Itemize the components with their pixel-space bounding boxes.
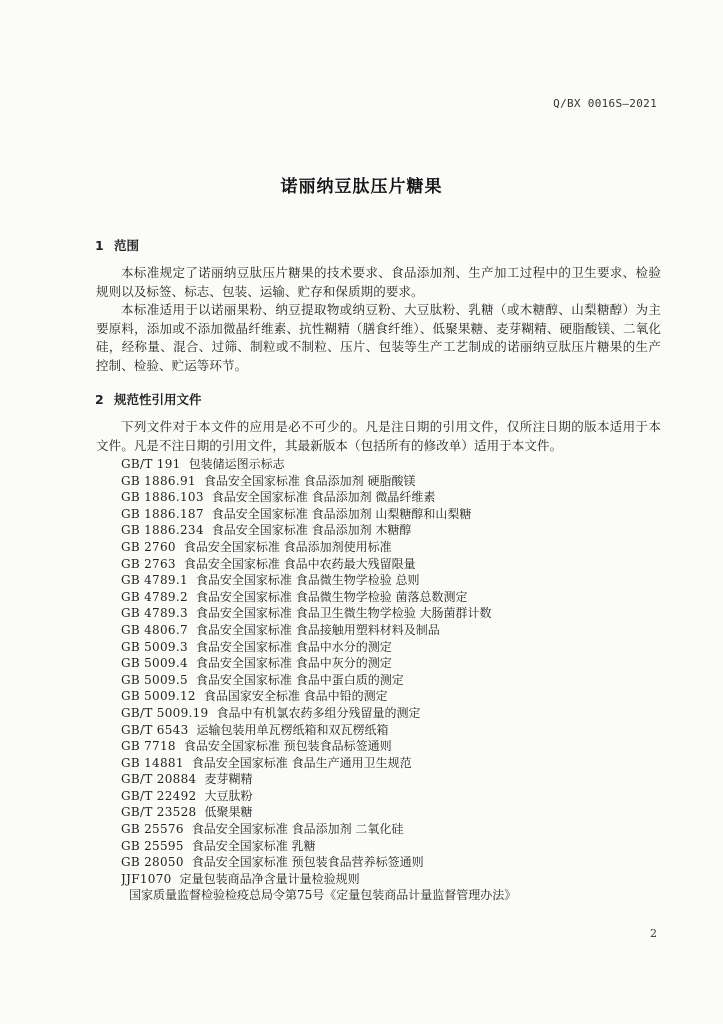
- reference-title: 食品安全国家标准 食品添加剂 木糖醇: [211, 523, 412, 538]
- document-title: 诺丽纳豆肽压片糖果: [280, 177, 443, 197]
- reference-title: 食品安全国家标准 食品微生物学检验 总则: [195, 573, 420, 588]
- reference-item: [121, 589, 681, 606]
- reference-code: GB 25576: [121, 822, 184, 837]
- reference-title: 食品安全国家标准 食品中农药最大残留限量: [183, 556, 416, 571]
- reference-item: [121, 655, 681, 672]
- reference-code: GB 4806.7: [121, 622, 188, 637]
- section-heading-scope: [95, 236, 139, 254]
- reference-item: [121, 854, 681, 871]
- reference-item: [121, 821, 681, 838]
- reference-title: 低聚果糖: [204, 805, 253, 820]
- section-title: 规范性引用文件: [114, 392, 202, 407]
- scope-paragraph-1: 本标准规定了诺丽纳豆肽压片糖果的技术要求、食品添加剂、生产加工过程中的卫生要求、检验规则以及标签、标志、包装、运输、贮存和保质期的要求。: [96, 265, 661, 299]
- reference-title: 国家质量监督检验检疫总局令第75号《定量包装商品计量监督管理办法》: [129, 888, 517, 903]
- reference-code: GB 14881: [121, 755, 184, 770]
- reference-code: GB 2760: [121, 539, 176, 554]
- reference-title: 食品中有机氯农药多组分残留量的测定: [216, 705, 421, 720]
- reference-item: [121, 572, 681, 589]
- reference-code: GB 2763: [121, 556, 176, 571]
- section-number: 1: [95, 238, 104, 253]
- scope-paragraph-2: 本标准适用于以诺丽果粉、纳豆提取物或纳豆粉、大豆肽粉、乳糖（或木糖醇、山梨糖醇）为主要原料，添加或不添加微晶纤维素、抗性糊精（膳食纤维）、低聚果糖、麦芽糊精、硬脂酸镁、二氧化硅，经称量、混合、过筛、制粒或不制粒、压片、包装等生产工艺制成的诺丽纳豆肽压片糖果的生产控制、检验、贮运等环节。: [96, 302, 661, 373]
- reference-title: 食品安全国家标准 食品微生物学检验 菌落总数测定: [195, 589, 468, 604]
- reference-item: [121, 456, 681, 473]
- reference-item: [121, 887, 681, 904]
- reference-item: [121, 804, 681, 821]
- reference-title: 食品安全国家标准 食品中灰分的测定: [195, 656, 392, 671]
- reference-title: 食品安全国家标准 预包装食品营养标签通则: [191, 855, 424, 870]
- reference-code: GB 28050: [121, 855, 184, 870]
- reference-item: [121, 705, 681, 722]
- reference-item: [121, 522, 681, 539]
- reference-item: [121, 722, 681, 739]
- reference-code: GB 5009.3: [121, 639, 188, 654]
- reference-title: 麦芽糊精: [204, 772, 253, 787]
- reference-code: GB 1886.234: [121, 523, 204, 538]
- reference-code: GB 4789.1: [121, 573, 188, 588]
- reference-code: GB 7718: [121, 739, 176, 754]
- standard-code: Q/BX 0016S—2021: [553, 97, 657, 110]
- reference-title: 食品安全国家标准 食品添加剂使用标准: [183, 539, 392, 554]
- section-number: 2: [95, 392, 104, 407]
- references-intro-paragraph: 下列文件对于本文件的应用是必不可少的。凡是注日期的引用文件，仅所注日期的版本适用于本文件。凡是不注日期的引用文件，其最新版本（包括所有的修改单）适用于本文件。: [96, 419, 661, 453]
- reference-item: [121, 473, 681, 490]
- reference-code: GB 4789.3: [121, 606, 188, 621]
- reference-title: 食品安全国家标准 食品卫生微生物学检验 大肠菌群计数: [195, 606, 492, 621]
- reference-code: GB 1886.187: [121, 506, 204, 521]
- reference-code: GB/T 23528: [121, 805, 197, 820]
- reference-title: 定量包装商品净含量计量检验规则: [179, 871, 360, 886]
- reference-code: GB 5009.5: [121, 672, 188, 687]
- reference-item: [121, 506, 681, 523]
- reference-title: 食品安全国家标准 食品生产通用卫生规范: [191, 755, 412, 770]
- reference-item: [121, 688, 681, 705]
- reference-title: 运输包装用单瓦楞纸箱和双瓦楞纸箱: [196, 722, 389, 737]
- reference-title: 包装储运图示标志: [188, 457, 285, 471]
- reference-list: [121, 456, 681, 904]
- reference-code: GB 1886.91: [121, 473, 196, 488]
- reference-code: GB 25595: [121, 838, 184, 853]
- reference-title: 食品安全国家标准 乳糖: [191, 838, 316, 853]
- reference-item: [121, 489, 681, 506]
- reference-title: 食品安全国家标准 食品添加剂 微晶纤维素: [211, 490, 436, 505]
- reference-item: [121, 622, 681, 639]
- section-title: 范围: [114, 238, 140, 253]
- page-number: 2: [650, 927, 657, 940]
- reference-title: 食品安全国家标准 食品添加剂 二氧化硅: [191, 822, 404, 837]
- reference-item: [121, 539, 681, 556]
- reference-code: GB/T 20884: [121, 772, 197, 787]
- reference-title: 食品安全国家标准 食品接触用塑料材料及制品: [195, 622, 440, 637]
- reference-item: [121, 605, 681, 622]
- reference-item: [121, 755, 681, 772]
- reference-title: 食品安全国家标准 食品添加剂 山梨糖醇和山梨糖: [211, 506, 472, 521]
- reference-code: GB 5009.12: [121, 689, 196, 704]
- reference-item: [121, 672, 681, 689]
- reference-code: GB 5009.4: [121, 656, 188, 671]
- reference-code: GB 4789.2: [121, 589, 188, 604]
- reference-code: GB/T 191: [121, 457, 181, 471]
- reference-title: 食品安全国家标准 食品中蛋白质的测定: [195, 672, 404, 687]
- reference-title: 食品安全国家标准 食品添加剂 硬脂酸镁: [203, 473, 416, 488]
- reference-code: GB/T 6543: [121, 722, 189, 737]
- reference-item: [121, 838, 681, 855]
- reference-item: [121, 639, 681, 656]
- reference-title: 食品安全国家标准 预包装食品标签通则: [183, 739, 392, 754]
- reference-title: 大豆肽粉: [204, 788, 253, 803]
- section-heading-normative-references: [95, 390, 202, 408]
- reference-title: 食品国家安全标准 食品中铅的测定: [203, 689, 388, 704]
- reference-title: 食品安全国家标准 食品中水分的测定: [195, 639, 392, 654]
- reference-item: [121, 556, 681, 573]
- reference-code: GB/T 22492: [121, 788, 197, 803]
- reference-item: [121, 871, 681, 888]
- reference-code: GB/T 5009.19: [121, 705, 209, 720]
- reference-item: [121, 771, 681, 788]
- reference-code: JJF1070: [121, 871, 172, 886]
- reference-code: GB 1886.103: [121, 490, 204, 505]
- reference-item: [121, 738, 681, 755]
- reference-item: [121, 788, 681, 805]
